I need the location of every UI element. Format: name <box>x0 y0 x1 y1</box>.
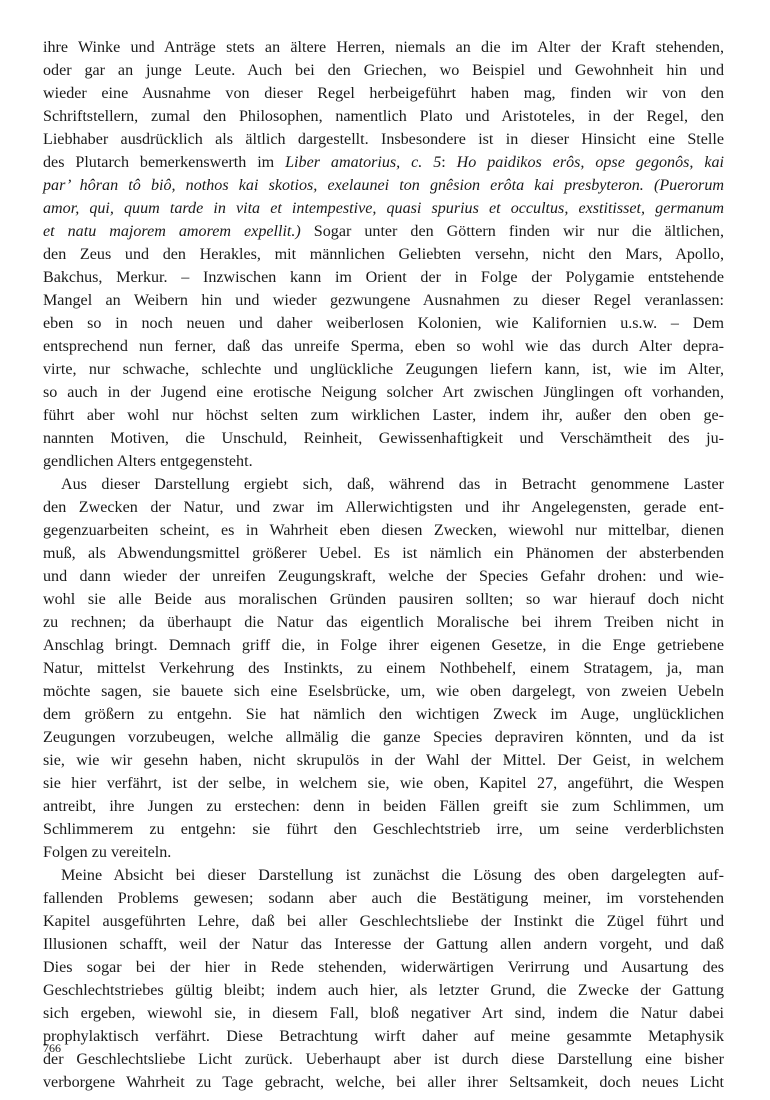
italic-text: Ho paidikos erôs, opse gegonôs, kai <box>456 154 724 171</box>
text-run: nannten Motiven, die Unschuld, Reinheit, Gewissenhaftigkeit und Verschämtheit des ju- <box>43 430 724 447</box>
text-line <box>43 680 724 703</box>
text-run: der Geschlechtsliebe Licht zurück. Ueberhaupt aber ist durch diese Darstellung eine bisher <box>43 1051 724 1068</box>
text-line <box>43 404 724 427</box>
text-run: : <box>441 154 457 171</box>
text-run: führt aber wohl nur höchst selten zum wirklichen Laster, indem ihr, außer den oben ge- <box>43 407 724 424</box>
text-run: prophylaktisch verfährt. Diese Betrachtung wirft daher auf meine gesammte Metaphysik <box>43 1028 724 1045</box>
text-line <box>43 381 724 404</box>
text-line <box>43 36 724 59</box>
text-line <box>43 795 724 818</box>
text-line <box>43 611 724 634</box>
text-run: und dann wieder der unreifen Zeugungskraft, welche der Species Gefahr drohen: und wie- <box>43 568 724 585</box>
text-run: Kapitel ausgeführten Lehre, daß bei aller Geschlechtsliebe der Instinkt die Zügel führt und <box>43 913 724 930</box>
text-line <box>43 1002 724 1025</box>
text-run: sich ergeben, wiewohl sie, in diesem Fall, bloß negativer Art sind, indem die Natur dabei <box>43 1005 724 1022</box>
paragraph <box>43 473 724 864</box>
text-run: Aus dieser Darstellung ergiebt sich, daß, während das in Betracht genommene Laster <box>61 476 724 493</box>
text-run: ihre Winke und Anträge stets an ältere Herren, niemals an die im Alter der Kraft stehenden, <box>43 39 724 56</box>
text-line <box>43 473 724 496</box>
italic-text: amor, qui, quum tarde in vita et intempestive, quasi spurius et occultus, exstitisset, germanum <box>43 200 724 217</box>
text-run: verborgene Wahrheit zu Tage gebracht, welche, bei aller ihrer Seltsamkeit, doch neues Licht <box>43 1074 724 1091</box>
text-run: Geschlechtstriebes gültig bleibt; indem auch hier, als letzter Grund, die Zwecke der Gattung <box>43 982 724 999</box>
text-run: oder gar an junge Leute. Auch bei den Griechen, wo Beispiel und Gewohnheit hin und <box>43 62 724 79</box>
italic-text: Liber amatorius, c. 5 <box>285 154 442 171</box>
paragraph <box>43 36 724 473</box>
text-line <box>43 634 724 657</box>
text-line <box>43 1048 724 1071</box>
text-line <box>43 266 724 289</box>
text-run: den Zwecken der Natur, und zwar im Allerwichtigsten und ihr Angelegensten, gerade ent- <box>43 499 724 516</box>
text-line <box>43 450 724 473</box>
text-run: möchte sagen, sie bauete sich eine Eselsbrücke, um, wie oben dargelegt, von zweien Uebeln <box>43 683 724 700</box>
text-line <box>43 312 724 335</box>
text-line <box>43 565 724 588</box>
text-run: antreibt, ihre Jungen zu erstechen: denn in beiden Fällen greift sie zum Schlimmen, um <box>43 798 724 815</box>
text-line <box>43 220 724 243</box>
text-run: Anschlag bringt. Demnach griff die, in Folge ihrer eigenen Gesetze, in die Enge getriebene <box>43 637 724 654</box>
text-run: den Zeus und den Herakles, mit männlichen Geliebten versehn, nicht den Mars, Apollo, <box>43 246 724 263</box>
text-line <box>43 749 724 772</box>
text-line <box>43 335 724 358</box>
italic-text: par’ hôran tô biô, nothos kai skotios, exelaunei ton gnêsion erôta kai presbyteron. (Puerorum <box>43 177 724 194</box>
text-line <box>43 772 724 795</box>
text-run: gegenzuarbeiten scheint, es in Wahrheit eben diesen Zwecken, wiewohl nur mittelbar, dienen <box>43 522 724 539</box>
text-line <box>43 496 724 519</box>
text-run: sie, wie wir gesehn haben, nicht skrupulös in der Wahl der Mittel. Der Geist, in welchem <box>43 752 724 769</box>
text-line <box>43 818 724 841</box>
text-run: zu rechnen; da überhaupt die Natur das eigentlich Moralische bei ihrem Treiben nicht in <box>43 614 724 631</box>
text-line <box>43 910 724 933</box>
text-line <box>43 128 724 151</box>
text-line <box>43 956 724 979</box>
text-run: eben so in noch neuen und daher weiberlosen Kolonien, wie Kalifornien u.s.w. – Dem <box>43 315 724 332</box>
paragraph <box>43 864 724 1094</box>
text-run: Meine Absicht bei dieser Darstellung ist zunächst die Lösung des oben dargelegten auf- <box>61 867 724 884</box>
text-run: Zeugungen vorzubeugen, welche allmälig die ganze Species depraviren könnten, und da ist <box>43 729 724 746</box>
text-run: sie hier verfährt, ist der selbe, in welchem sie, wie oben, Kapitel 27, angeführt, die Wespen <box>43 775 724 792</box>
text-line <box>43 1025 724 1048</box>
text-line <box>43 933 724 956</box>
text-line <box>43 864 724 887</box>
text-line <box>43 59 724 82</box>
text-run: wohl sie alle Beide aus moralischen Gründen pausiren sollten; so war hierauf doch nicht <box>43 591 724 608</box>
text-line <box>43 82 724 105</box>
text-run: fallenden Problems gewesen; sodann aber auch die Bestätigung meiner, im vorstehenden <box>43 890 724 907</box>
text-line <box>43 243 724 266</box>
text-line <box>43 197 724 220</box>
text-run: des Plutarch bemerkenswerth im <box>43 154 286 171</box>
text-run: Liebhaber ausdrücklich als ältlich dargestellt. Insbesondere ist in dieser Hinsicht eine Stelle <box>43 131 724 148</box>
text-run: so auch in der Jugend eine erotische Neigung solcher Art zwischen Jünglingen oft vorhanden, <box>43 384 724 401</box>
text-run: Bakchus, Merkur. – Inzwischen kann im Orient der in Folge der Polygamie entstehende <box>43 269 724 286</box>
text-run: Schriftstellern, zumal den Philosophen, namentlich Plato und Aristoteles, in der Regel, den <box>43 108 724 125</box>
text-run: wieder eine Ausnahme von dieser Regel herbeigeführt haben mag, finden wir von den <box>43 85 724 102</box>
text-run: dem größern zu entgehn. Sie hat nämlich den wichtigen Zweck im Auge, unglücklichen <box>43 706 724 723</box>
text-run: Mangel an Weibern hin und wieder gezwungene Ausnahmen zu dieser Regel veranlassen: <box>43 292 724 309</box>
text-run: Illusionen schafft, weil der Natur das Interesse der Gattung allen andern vorgeht, und daß <box>43 936 724 953</box>
text-line <box>43 726 724 749</box>
text-run: Folgen zu vereiteln. <box>43 844 172 861</box>
text-line <box>43 358 724 381</box>
text-line <box>43 542 724 565</box>
body-text <box>43 36 724 1094</box>
text-run: muß, als Abwendungsmittel größerer Uebel. Es ist nämlich ein Phänomen der absterbenden <box>43 545 724 562</box>
text-line <box>43 841 724 864</box>
text-line <box>43 887 724 910</box>
text-run: Natur, mittelst Verkehrung des Instinkts, zu einem Nothbehelf, einem Stratagem, ja, man <box>43 660 724 677</box>
text-line <box>43 174 724 197</box>
text-run: virte, nur schwache, schlechte und unglückliche Zeugungen liefern kann, ist, wie im Alter, <box>43 361 724 378</box>
text-line <box>43 289 724 312</box>
text-line <box>43 657 724 680</box>
text-line <box>43 151 724 174</box>
text-line <box>43 519 724 542</box>
italic-text: et natu majorem amorem expellit.) <box>43 223 301 240</box>
text-run: Schlimmerem zu entgehn: sie führt den Geschlechtstrieb irre, um seine verderblichsten <box>43 821 724 838</box>
text-run: entsprechend nun ferner, daß das unreife Sperma, eben so wohl wie das durch Alter depra- <box>43 338 724 355</box>
text-run: gendlichen Alters entgegensteht. <box>43 453 253 470</box>
text-run: Dies sogar bei der hier in Rede stehenden, widerwärtigen Verirrung und Ausartung des <box>43 959 724 976</box>
text-line <box>43 427 724 450</box>
text-line <box>43 105 724 128</box>
text-line <box>43 703 724 726</box>
text-line <box>43 979 724 1002</box>
text-line <box>43 588 724 611</box>
text-run: Sogar unter den Göttern finden wir nur die ältlichen, <box>300 223 724 240</box>
text-line <box>43 1071 724 1094</box>
page-number: 766 <box>43 1041 61 1055</box>
